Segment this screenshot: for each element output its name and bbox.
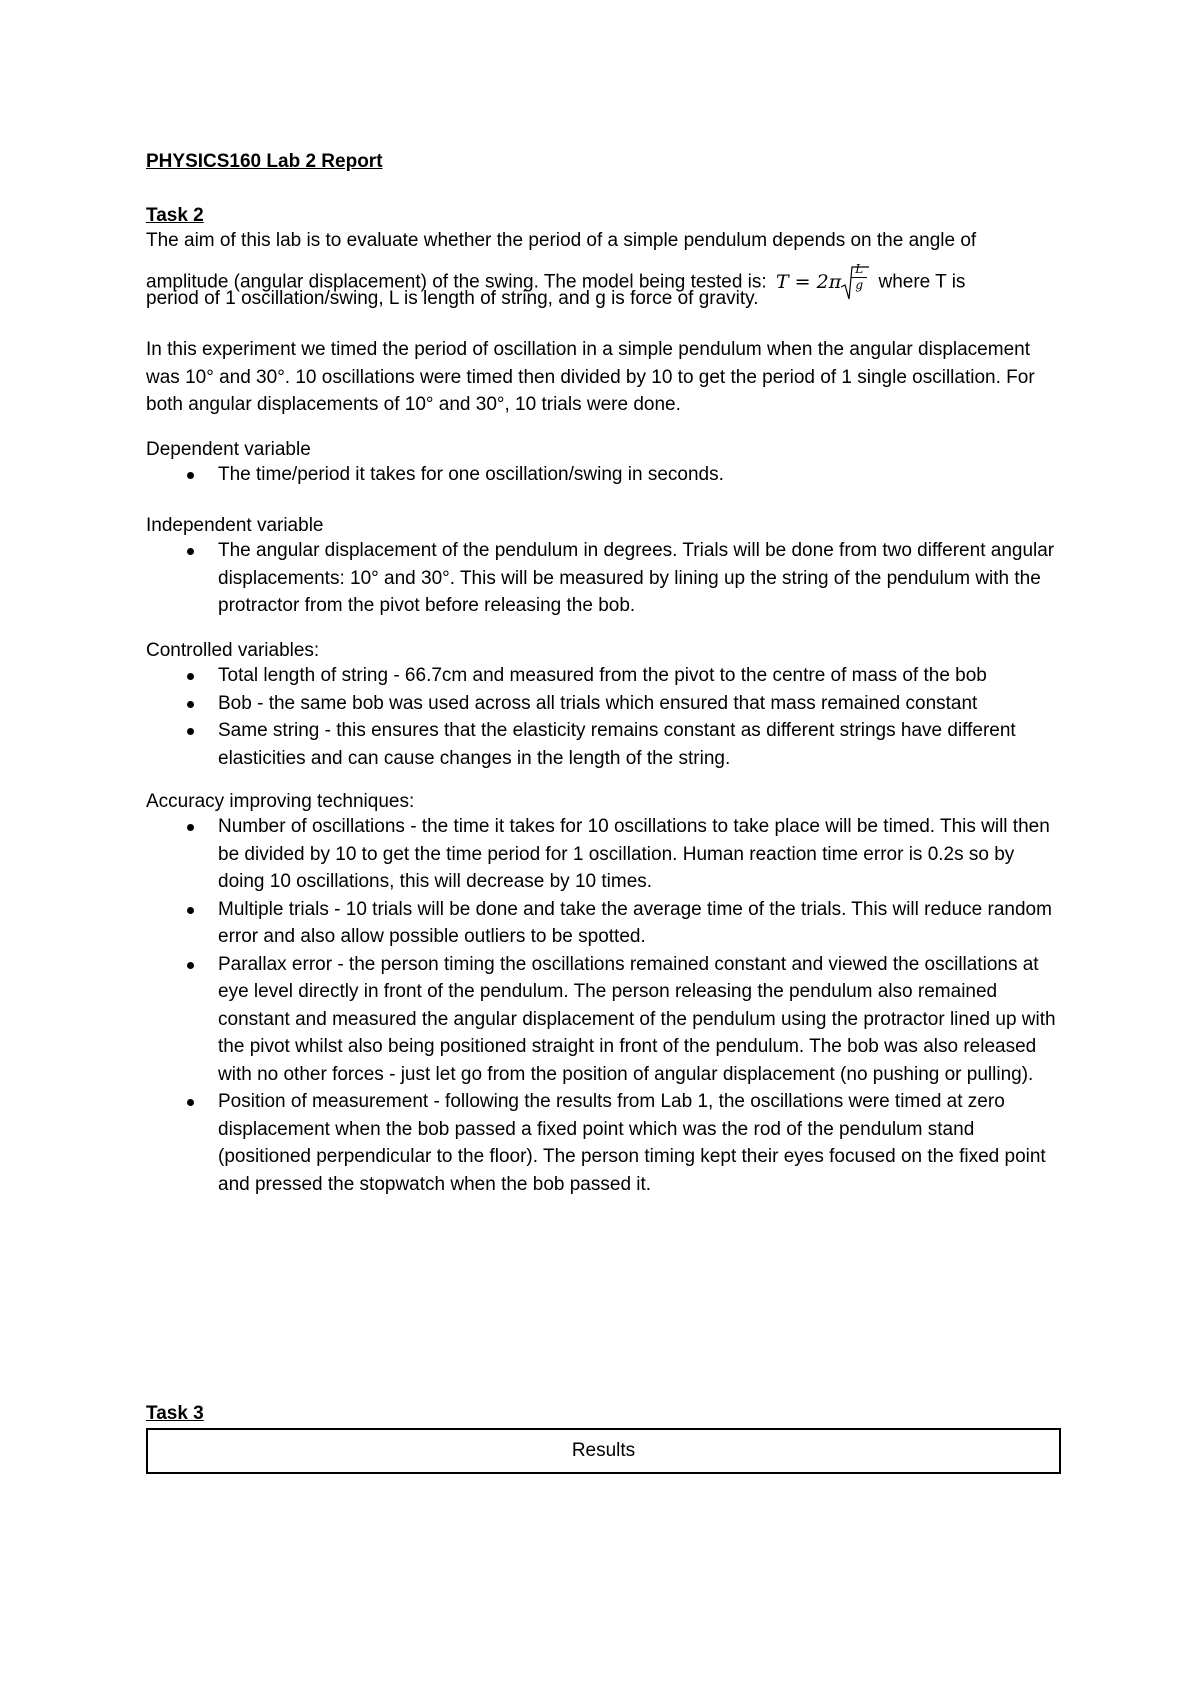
list-item — [146, 662, 1066, 690]
intro-line-2-post: where T is — [873, 271, 966, 293]
task3-heading: Task 3 — [146, 1403, 204, 1424]
intro-line-1: The aim of this lab is to evaluate whether the period of a simple pendulum depends on the angle of — [146, 230, 977, 251]
independent-variable-list — [146, 537, 1066, 620]
controlled-item-text: Total length of string - 66.7cm and measured from the pivot to the centre of mass of the bob — [218, 665, 987, 686]
list-item — [146, 1088, 1066, 1198]
accuracy-item-text: Parallax error - the person timing the oscillations remained constant and viewed the oscillations at eye level directly in front of the pendulum. The person releasing the pendulum also remained constant and measured the angular displacement of the pendulum using the protractor lined up with the pivot whilst also being positioned straight in front of the pendulum. The bob was also released with no other forces - just let go from the position of angular displacement (no pushing or pulling). — [218, 953, 1056, 1085]
list-item — [146, 717, 1066, 772]
intro-line-3: period of 1 oscillation/swing, L is length of string, and g is force of gravity. — [146, 288, 759, 309]
dependent-variable-label: Dependent variable — [146, 439, 311, 460]
dependent-item-text: The time/period it takes for one oscillation/swing in seconds. — [218, 464, 724, 485]
results-label: Results — [571, 1440, 636, 1461]
method-paragraph: In this experiment we timed the period of oscillation in a simple pendulum when the angular displacement was 10° and 30°. 10 oscillations were timed then divided by 10 to get the period of 1 single oscillation. For both angular displacements of 10° and 30°, 10 trials were done. — [146, 339, 1035, 415]
bullet-icon — [187, 824, 194, 831]
results-table-header — [146, 1428, 1061, 1474]
list-item — [146, 896, 1066, 951]
controlled-item-text: Same string - this ensures that the elasticity remains constant as different strings have different elasticities and can cause changes in the length of the string. — [218, 720, 1016, 769]
bullet-icon — [187, 907, 194, 914]
independent-variable-label: Independent variable — [146, 515, 324, 536]
formula-denominator: g — [855, 278, 864, 292]
task2-heading: Task 2 — [146, 205, 204, 226]
bullet-icon — [187, 962, 194, 969]
list-item — [146, 813, 1066, 896]
formula-lhs: T = 2π — [775, 271, 842, 293]
bullet-icon — [187, 548, 194, 555]
accuracy-item-text: Position of measurement - following the results from Lab 1, the oscillations were timed at zero displacement when the bob passed a fixed point which was the rod of the pendulum stand (positioned perpendicular to the floor). The person timing kept their eyes focused on the fixed point and pressed the stopwatch when the bob passed it. — [218, 1091, 1046, 1195]
bullet-icon — [187, 728, 194, 735]
document-title: PHYSICS160 Lab 2 Report — [146, 151, 383, 172]
accuracy-item-text: Number of oscillations - the time it takes for 10 oscillations to take place will be timed. This will then be divided by 10 to get the time period for 1 oscillation. Human reaction time error is 0.2s so by doing 10 oscillations, this will decrease by 10 times. — [218, 816, 1050, 892]
bullet-icon — [187, 472, 194, 479]
list-item — [146, 461, 1066, 489]
controlled-variables-label: Controlled variables: — [146, 640, 320, 661]
formula-numerator: L — [855, 262, 864, 276]
list-item — [146, 690, 1066, 718]
controlled-item-text: Bob - the same bob was used across all trials which ensured that mass remained constant — [218, 692, 978, 714]
intro-line-2-pre: amplitude (angular displacement) of the swing. The model being tested is: — [146, 271, 772, 293]
bullet-icon — [187, 701, 194, 708]
controlled-variables-list — [146, 662, 1066, 772]
bullet-icon — [187, 673, 194, 680]
independent-item-text: The angular displacement of the pendulum in degrees. Trials will be done from two different angular displacements: 10° and 30°. This will be measured by lining up the string of the pendulum with the protractor from the pivot before releasing the bob. — [218, 540, 1055, 616]
list-item — [146, 537, 1066, 620]
accuracy-item-text: Multiple trials - 10 trials will be done and take the average time of the trials. This will reduce random error and also allow possible outliers to be spotted. — [218, 898, 1052, 947]
list-item — [146, 951, 1066, 1089]
accuracy-techniques-list — [146, 813, 1066, 1198]
dependent-variable-list — [146, 461, 1066, 489]
bullet-icon — [187, 1099, 194, 1106]
accuracy-techniques-label: Accuracy improving techniques: — [146, 791, 415, 812]
